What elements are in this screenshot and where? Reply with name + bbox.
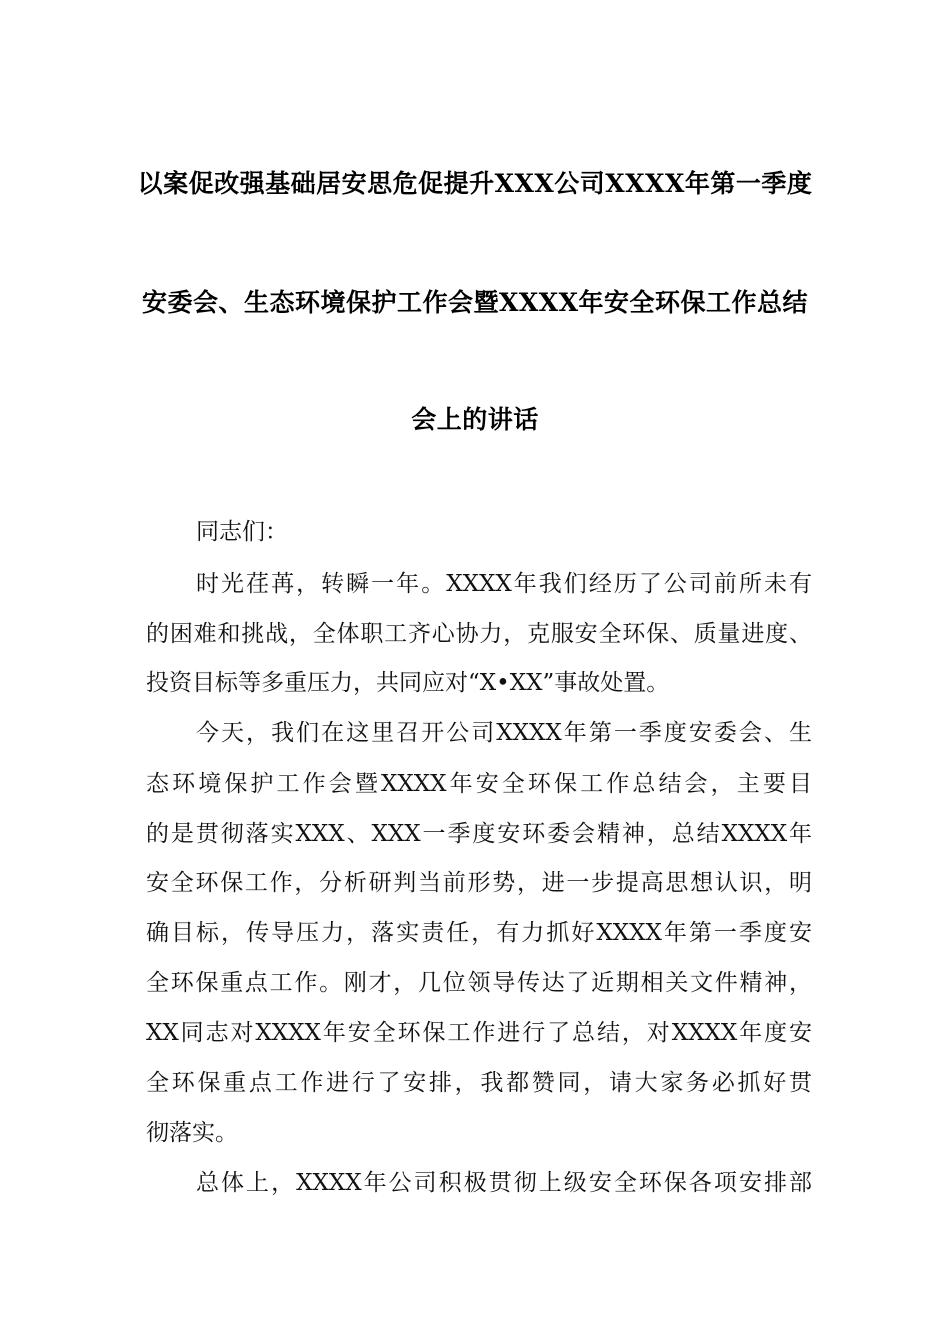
paragraph-1-line-3: 投资目标等多重压力，共同应对“X•XX”事故处置。 <box>146 670 670 696</box>
paragraph-2-line-4: 安全环保工作，分析研判当前形势，进一步提高思想认识，明 <box>146 870 812 896</box>
paragraph-2-line-9: 彻落实。 <box>146 1120 238 1146</box>
paragraph-2-line-8: 全环保重点工作进行了安排，我都赞同，请大家务必抓好贯 <box>146 1070 812 1096</box>
paragraph-1-line-2: 的困难和挑战，全体职工齐心协力，克服安全环保、质量进度、 <box>146 621 812 647</box>
paragraph-2-line-7: XX同志对XXXX年安全环保工作进行了总结，对XXXX年度安 <box>146 1020 812 1046</box>
title-line-3: 会上的讲话 <box>411 405 539 434</box>
title-line-2: 安委会、生态环境保护工作会暨XXXX年安全环保工作总结 <box>141 288 809 317</box>
paragraph-3-line-1: 总体上，XXXX年公司积极贯彻上级安全环保各项安排部 <box>196 1170 812 1196</box>
greeting: 同志们： <box>196 519 288 545</box>
title-line-1: 以案促改强基础居安思危促提升XXX公司XXXX年第一季度 <box>137 169 813 198</box>
paragraph-2-line-3: 的是贯彻落实XXX、XXX一季度安环委会精神，总结XXXX年 <box>146 821 812 847</box>
paragraph-1-line-1: 时光荏苒，转瞬一年。XXXX年我们经历了公司前所未有 <box>196 571 812 597</box>
paragraph-2-line-6: 全环保重点工作。刚才，几位领导传达了近期相关文件精神， <box>146 970 812 996</box>
paragraph-2-line-1: 今天，我们在这里召开公司XXXX年第一季度安委会、生 <box>196 720 812 746</box>
paragraph-2-line-2: 态环境保护工作会暨XXXX年安全环保工作总结会，主要目 <box>146 771 812 797</box>
paragraph-2-line-5: 确目标，传导压力，落实责任，有力抓好XXXX年第一季度安 <box>146 920 812 946</box>
